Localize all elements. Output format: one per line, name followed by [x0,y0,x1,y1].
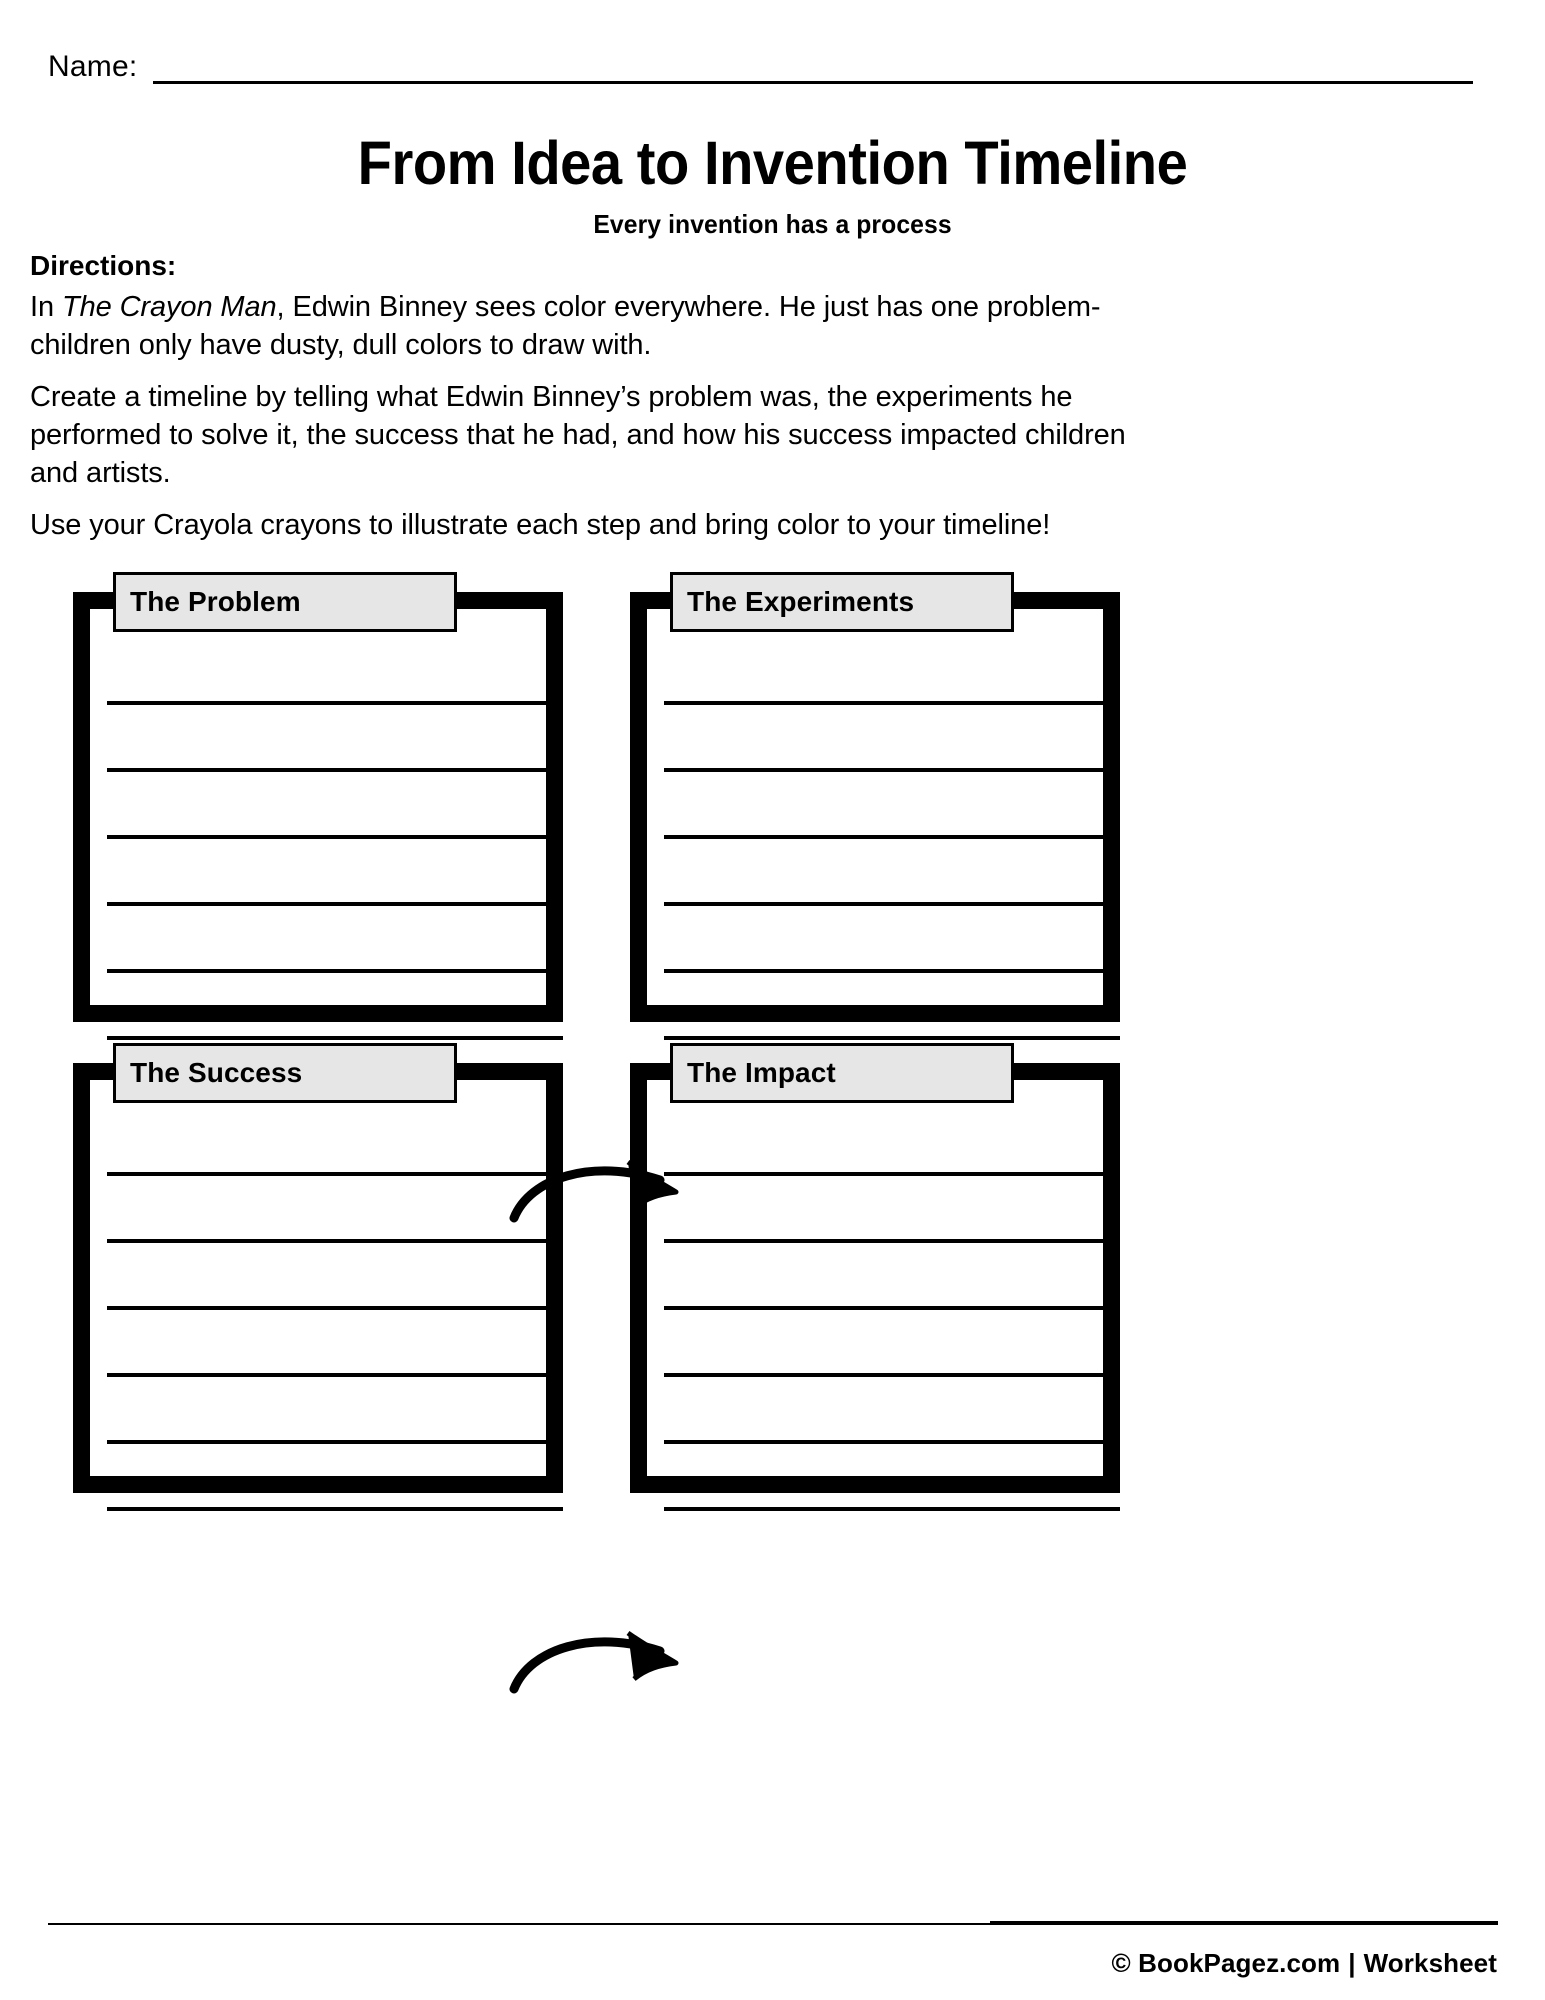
writing-line[interactable] [107,1239,563,1243]
name-write-in-line[interactable] [153,80,1473,84]
connector-arrow-icon [500,1611,700,1701]
box-caption-label: The Impact [687,1057,836,1088]
name-field-row [48,38,1473,84]
writing-line[interactable] [107,1172,563,1176]
box-caption-label: The Problem [130,586,301,617]
box-caption-label: The Experiments [687,586,915,617]
timeline-box-the-experiments[interactable] [630,572,1120,1022]
directions-paragraph-1 [30,288,1155,364]
directions-paragraph-2: Create a timeline by telling what Edwin Binney’s problem was, the experiments he performed to solve it, the success that he had, and how his success impacted children and artists. [30,381,1126,489]
writing-line[interactable] [664,1507,1120,1511]
writing-line[interactable] [664,768,1120,772]
writing-line[interactable] [107,1036,563,1040]
box-frame [630,592,1120,1022]
footer-doc-type: Worksheet [1363,1948,1497,1978]
box-caption-tab [670,572,1014,632]
writing-line[interactable] [664,1036,1120,1040]
page-title: From Idea to Invention Timeline [357,129,1188,197]
paragraph-1-lead: In [30,291,62,323]
writing-line[interactable] [107,835,563,839]
writing-line[interactable] [107,1373,563,1377]
writing-line[interactable] [664,701,1120,705]
box-caption-tab [670,1043,1014,1103]
writing-line[interactable] [664,1172,1120,1176]
name-label: Name: [48,50,138,83]
directions-heading: Directions: [30,250,177,281]
paragraph-1-tail: , Edwin Binney sees color everywhere. He just has one problem-children only have dusty, dull colors to draw with. [30,291,1101,361]
box-frame [73,592,563,1022]
footer-credit [1112,1947,1497,1979]
writing-line[interactable] [664,1440,1120,1444]
writing-line[interactable] [107,1507,563,1511]
writing-line[interactable] [107,1306,563,1310]
writing-line[interactable] [664,835,1120,839]
box-frame [630,1063,1120,1493]
box-frame [73,1063,563,1493]
directions-paragraph-3: Use your Crayola crayons to illustrate each step and bring color to your timeline! [30,509,1051,541]
writing-lines-group [107,1117,563,1510]
writing-line[interactable] [664,969,1120,973]
timeline-box-the-impact[interactable] [630,1043,1120,1493]
writing-line[interactable] [107,768,563,772]
box-caption-tab [113,1043,457,1103]
writing-line[interactable] [107,1440,563,1444]
writing-line[interactable] [107,902,563,906]
writing-line[interactable] [664,1239,1120,1243]
timeline-box-the-success[interactable] [73,1043,563,1493]
footer-copyright: © BookPagez.com [1111,1948,1341,1978]
footer-divider-accent [990,1921,1498,1925]
writing-line[interactable] [107,969,563,973]
box-caption-label: The Success [130,1057,303,1088]
writing-lines-group [664,646,1120,1039]
footer-separator: | [1348,1948,1356,1978]
timeline-board [0,558,1545,1528]
box-caption-tab [113,572,457,632]
timeline-box-the-problem[interactable] [73,572,563,1022]
writing-line[interactable] [664,1373,1120,1377]
writing-lines-group [107,646,563,1039]
book-title-the-crayon-man: The Crayon Man [61,291,277,323]
page-subtitle: Every invention has a process [593,209,952,239]
writing-lines-group [664,1117,1120,1510]
writing-line[interactable] [664,902,1120,906]
writing-line[interactable] [107,701,563,705]
writing-line[interactable] [664,1306,1120,1310]
